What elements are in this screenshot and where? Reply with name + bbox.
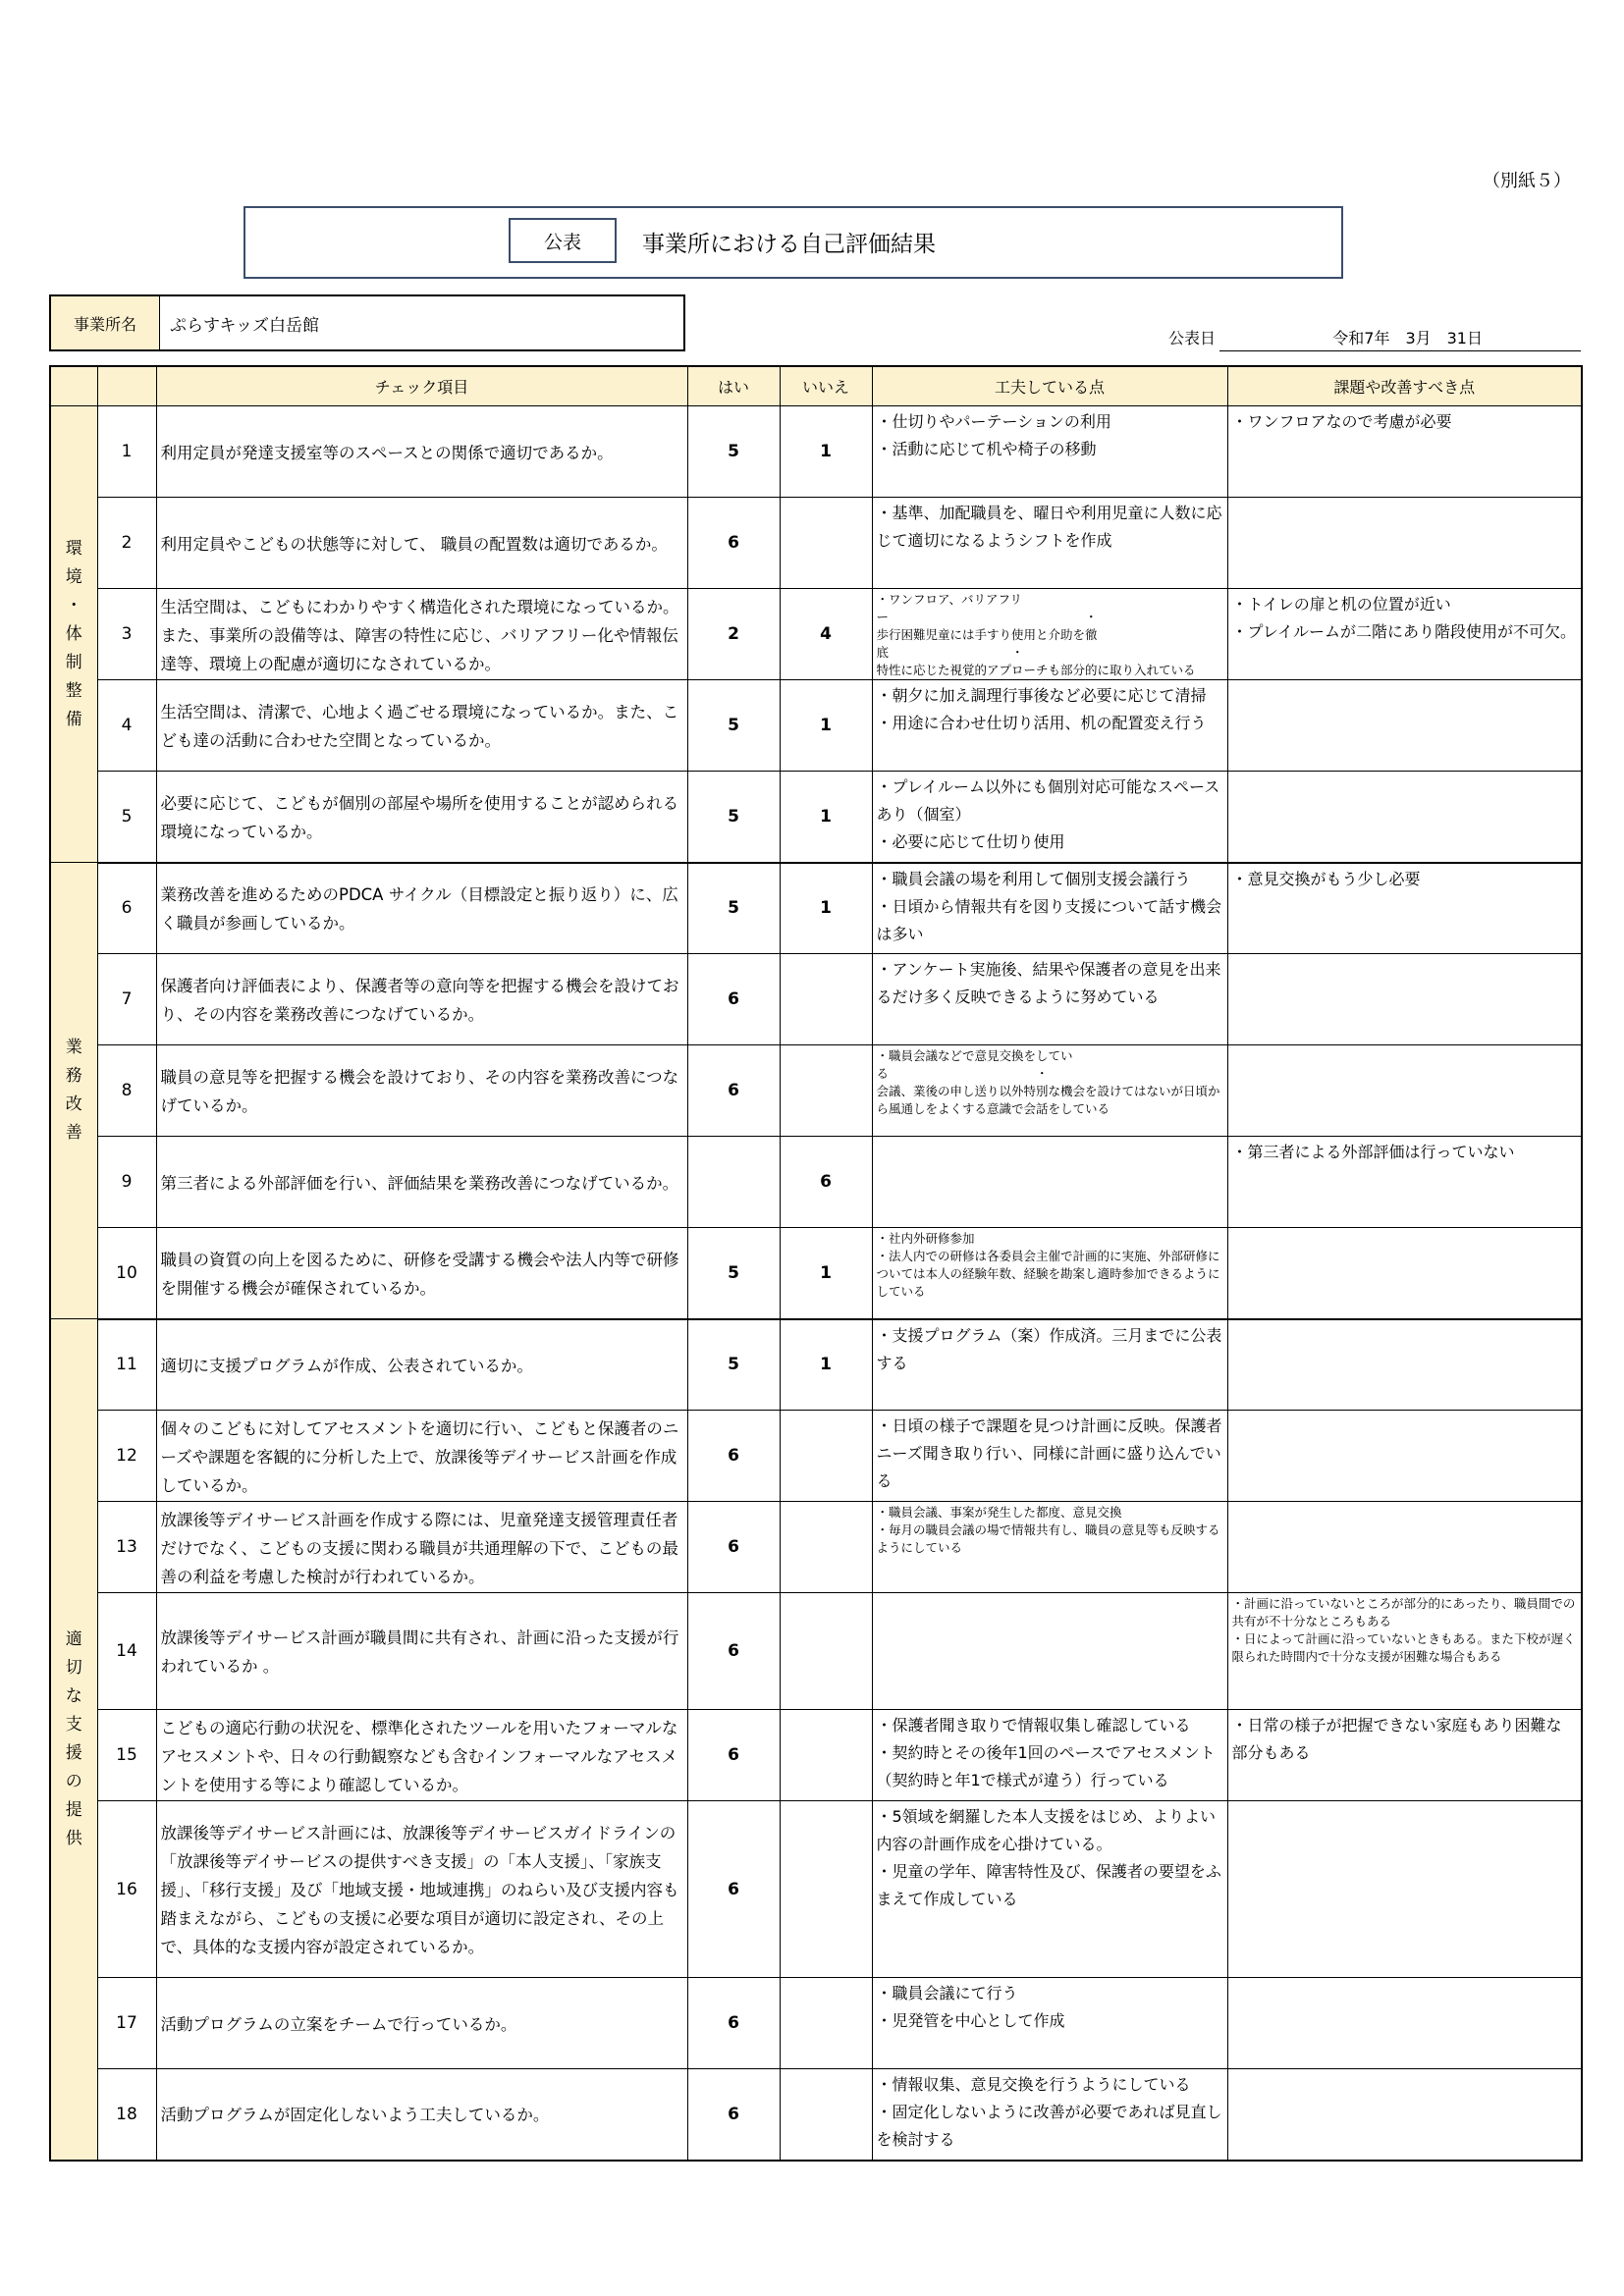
table-row	[50, 1593, 1582, 1710]
check-item: 適切に支援プログラムが作成、公表されているか。	[156, 1319, 687, 1411]
no-count: 1	[780, 1228, 872, 1319]
row-number: 13	[97, 1502, 156, 1593]
note-line: ・日常の様子が把握できない家庭もあり困難な部分もある	[1231, 1716, 1562, 1762]
note-line: ・基準、加配職員を、曜日や利用児童に人数に応じて適切になるようシフトを作成	[876, 504, 1222, 550]
header-check-item: チェック項目	[156, 366, 687, 406]
no-count: 1	[780, 680, 872, 772]
evaluation-table	[49, 365, 1583, 2162]
table-row	[50, 2069, 1582, 2161]
category-env: 環 境 ・ 体 制 整 備	[50, 406, 97, 863]
title-box	[244, 206, 1343, 279]
note-line: ・保護者聞き取りで情報収集し確認している	[876, 1716, 1191, 1735]
no-count: 4	[780, 589, 872, 680]
no-count: 6	[780, 1137, 872, 1228]
note-line: 歩行困難児童には手すり使用と介助を徹底 ・	[876, 627, 1098, 660]
category-support: 適 切 な 支 援 の 提 供	[50, 1319, 97, 2161]
row-number: 6	[97, 863, 156, 954]
no-count	[780, 1801, 872, 1978]
check-item: 活動プログラムの立案をチームで行っているか。	[156, 1978, 687, 2069]
issues	[1227, 2069, 1582, 2161]
header-no: いいえ	[780, 366, 872, 406]
row-number: 10	[97, 1228, 156, 1319]
page-title: 事業所における自己評価結果	[642, 232, 936, 257]
good-points	[872, 1137, 1227, 1228]
no-count: 1	[780, 1319, 872, 1411]
note-line: ・日頃から情報共有を図り支援について話す機会は多い	[876, 896, 1222, 943]
table-header-row	[50, 366, 1582, 406]
check-item: 放課後等デイサービス計画には、放課後等デイサービスガイドラインの「放課後等デイサービスの提供すべき支援」の「本人支援」、「家族支援」、「移行支援」及び「地域支援・地域連携」のねらい及び支援内容も踏まえながら、こどもの支援に必要な項目が適切に設定され、その上で、具体的な支援内容が設定されているか。	[156, 1801, 687, 1978]
attachment-label: （別紙５）	[1483, 171, 1571, 191]
table-row	[50, 954, 1582, 1045]
issues	[1227, 1710, 1582, 1801]
yes-count: 5	[687, 680, 780, 772]
note-line: ・ワンフロア、バリアフリー ・	[876, 592, 1098, 624]
no-count: 1	[780, 772, 872, 863]
table-row	[50, 680, 1582, 772]
check-item: 職員の資質の向上を図るために、研修を受講する機会や法人内等で研修を開催する機会が確保されているか。	[156, 1228, 687, 1319]
issues	[1227, 1411, 1582, 1502]
row-number: 17	[97, 1978, 156, 2069]
note-line: ・トイレの扉と机の位置が近い	[1231, 595, 1451, 614]
note-line: ・支援プログラム（案）作成済。三月までに公表する	[876, 1325, 1222, 1372]
issues	[1227, 1502, 1582, 1593]
yes-count	[687, 1137, 780, 1228]
issues	[1227, 954, 1582, 1045]
yes-count: 5	[687, 863, 780, 954]
good-points	[872, 1978, 1227, 2069]
row-number: 3	[97, 589, 156, 680]
no-count: 1	[780, 406, 872, 498]
good-points	[872, 1593, 1227, 1710]
table-row	[50, 772, 1582, 863]
no-count	[780, 1502, 872, 1593]
yes-count: 6	[687, 1045, 780, 1137]
row-number: 16	[97, 1801, 156, 1978]
check-item: 第三者による外部評価を行い、評価結果を業務改善につなげているか。	[156, 1137, 687, 1228]
check-item: 必要に応じて、こどもが個別の部屋や場所を使用することが認められる環境になっているか。	[156, 772, 687, 863]
table-row	[50, 406, 1582, 498]
publication-date-value: 令和7年 3月 31日	[1219, 326, 1581, 351]
note-line: ・ワンフロアなので考慮が必要	[1231, 412, 1452, 431]
issues	[1227, 863, 1582, 954]
row-number: 8	[97, 1045, 156, 1137]
header-good-points: 工夫している点	[872, 366, 1227, 406]
row-number: 1	[97, 406, 156, 498]
publication-badge: 公表	[509, 218, 617, 263]
check-item: 放課後等デイサービス計画が職員間に共有され、計画に沿った支援が行われているか 。	[156, 1593, 687, 1710]
note-line: ・法人内での研修は各委員会主催で計画的に実施、外部研修については本人の経験年数、経験を勘案し適時参加できるようにしている	[876, 1249, 1220, 1299]
row-number: 5	[97, 772, 156, 863]
yes-count: 5	[687, 1319, 780, 1411]
table-row	[50, 589, 1582, 680]
row-number: 14	[97, 1593, 156, 1710]
issues	[1227, 1137, 1582, 1228]
note-line: ・固定化しないように改善が必要であれば見直しを検討する	[876, 2103, 1222, 2149]
good-points	[872, 680, 1227, 772]
yes-count: 6	[687, 1411, 780, 1502]
check-item: 生活空間は、こどもにわかりやすく構造化された環境になっているか。また、事業所の設備等は、障害の特性に応じ、バリアフリー化や情報伝達等、環境上の配慮が適切になされているか。	[156, 589, 687, 680]
good-points	[872, 1319, 1227, 1411]
issues	[1227, 589, 1582, 680]
no-count	[780, 1593, 872, 1710]
note-line: 特性に応じた視覚的アプローチも部分的に取り入れている	[876, 663, 1196, 677]
office-box	[49, 294, 685, 351]
note-line: ・児童の学年、障害特性及び、保護者の要望をふまえて作成している	[876, 1862, 1221, 1908]
yes-count: 2	[687, 589, 780, 680]
header-issues: 課題や改善すべき点	[1227, 366, 1582, 406]
no-count: 1	[780, 863, 872, 954]
note-line: ・アンケート実施後、結果や保護者の意見を出来るだけ多く反映できるように努めている	[876, 960, 1221, 1006]
yes-count: 6	[687, 2069, 780, 2161]
no-count	[780, 498, 872, 589]
table-row	[50, 1978, 1582, 2069]
check-item: 生活空間は、清潔で、心地よく過ごせる環境になっているか。また、こども達の活動に合わせた空間となっているか。	[156, 680, 687, 772]
note-line: ・第三者による外部評価は行っていない	[1231, 1143, 1515, 1161]
note-line: ・児発管を中心として作成	[876, 2011, 1065, 2030]
issues	[1227, 498, 1582, 589]
header-number	[97, 366, 156, 406]
issues	[1227, 1593, 1582, 1710]
table-row	[50, 1710, 1582, 1801]
good-points	[872, 772, 1227, 863]
good-points	[872, 406, 1227, 498]
note-line: ・意見交換がもう少し必要	[1231, 869, 1421, 888]
good-points	[872, 954, 1227, 1045]
table-row	[50, 863, 1582, 954]
table-row	[50, 1801, 1582, 1978]
yes-count: 6	[687, 1502, 780, 1593]
check-item: 利用定員やこどもの状態等に対して、 職員の配置数は適切であるか。	[156, 498, 687, 589]
check-item: 職員の意見等を把握する機会を設けており、その内容を業務改善につなげているか。	[156, 1045, 687, 1137]
table-row	[50, 1319, 1582, 1411]
note-line: ・日によって計画に沿っていないときもある。また下校が遅く限られた時間内で十分な支援が困難な場合もある	[1231, 1631, 1576, 1664]
yes-count: 5	[687, 1228, 780, 1319]
table-row	[50, 1502, 1582, 1593]
note-line: ・情報収集、意見交換を行うようにしている	[876, 2075, 1191, 2094]
yes-count: 6	[687, 498, 780, 589]
note-line: ・用途に合わせ仕切り活用、机の配置変え行う	[876, 714, 1207, 732]
note-line: ・職員会議の場を利用して個別支援会議行う	[876, 869, 1191, 888]
yes-count: 6	[687, 1801, 780, 1978]
note-line: ・朝夕に加え調理行事後など必要に応じて清掃	[876, 686, 1207, 705]
note-line: ・活動に応じて机や椅子の移動	[876, 440, 1097, 458]
issues	[1227, 1045, 1582, 1137]
good-points	[872, 2069, 1227, 2161]
yes-count: 6	[687, 1710, 780, 1801]
header-yes: はい	[687, 366, 780, 406]
good-points	[872, 498, 1227, 589]
issues	[1227, 1801, 1582, 1978]
note-line: ・仕切りやパーテーションの利用	[876, 412, 1111, 431]
check-item: こどもの適応行動の状況を、標準化されたツールを用いたフォーマルなアセスメントや、日々の行動観察なども含むインフォーマルなアセスメントを使用する等により確認しているか。	[156, 1710, 687, 1801]
issues	[1227, 680, 1582, 772]
note-line: ・プレイルームが二階にあり階段使用が不可欠。	[1231, 622, 1577, 641]
good-points	[872, 1710, 1227, 1801]
note-line: ・職員会議にて行う	[876, 1984, 1018, 2002]
good-points	[872, 1045, 1227, 1137]
no-count	[780, 1710, 872, 1801]
no-count	[780, 954, 872, 1045]
yes-count: 6	[687, 1593, 780, 1710]
no-count	[780, 1978, 872, 2069]
office-name: ぷらすキッズ白岳館	[170, 315, 319, 336]
check-item: 利用定員が発達支援室等のスペースとの関係で適切であるか。	[156, 406, 687, 498]
yes-count: 5	[687, 772, 780, 863]
good-points	[872, 1801, 1227, 1978]
check-item: 業務改善を進めるためのPDCA サイクル（目標設定と振り返り）に、広く職員が参画しているか。	[156, 863, 687, 954]
note-line: ・毎月の職員会議の場で情報共有し、職員の意見等も反映するようにしている	[876, 1522, 1220, 1555]
row-number: 2	[97, 498, 156, 589]
good-points	[872, 1411, 1227, 1502]
check-item: 保護者向け評価表により、保護者等の意向等を把握する機会を設けており、その内容を業務改善につなげているか。	[156, 954, 687, 1045]
yes-count: 5	[687, 406, 780, 498]
check-item: 個々のこどもに対してアセスメントを適切に行い、こどもと保護者のニーズや課題を客観的に分析した上で、放課後等デイサービス計画を作成しているか。	[156, 1411, 687, 1502]
good-points	[872, 1502, 1227, 1593]
no-count	[780, 1045, 872, 1137]
good-points	[872, 1228, 1227, 1319]
note-line: 会議、業後の申し送り以外特別な機会を設けてはないが日頃から風通しをよくする意識で会話をしている	[876, 1084, 1220, 1116]
category-work: 業 務 改 善	[50, 863, 97, 1319]
publication-date	[1168, 326, 1581, 353]
row-number: 7	[97, 954, 156, 1045]
good-points	[872, 863, 1227, 954]
yes-count: 6	[687, 954, 780, 1045]
issues	[1227, 772, 1582, 863]
note-line: ・必要に応じて仕切り使用	[876, 832, 1065, 851]
check-item: 活動プログラムが固定化しないよう工夫しているか。	[156, 2069, 687, 2161]
note-line: ・プレイルーム以外にも個別対応可能なスペースあり（個室）	[876, 777, 1220, 824]
note-line: ・職員会議などで意見交換をしている ・	[876, 1048, 1073, 1081]
note-line: ・社内外研修参加	[876, 1231, 975, 1246]
table-row	[50, 1228, 1582, 1319]
note-line: ・5領域を網羅した本人支援をはじめ、よりよい内容の計画作成を心掛けている。	[876, 1807, 1217, 1853]
table-row	[50, 1411, 1582, 1502]
yes-count: 6	[687, 1978, 780, 2069]
no-count	[780, 1411, 872, 1502]
note-line: ・日頃の様子で課題を見つけ計画に反映。保護者ニーズ聞き取り行い、同様に計画に盛り込んでいる	[876, 1416, 1222, 1490]
header-category	[50, 366, 97, 406]
row-number: 4	[97, 680, 156, 772]
publication-date-label: 公表日	[1168, 329, 1217, 347]
row-number: 12	[97, 1411, 156, 1502]
row-number: 11	[97, 1319, 156, 1411]
issues	[1227, 1319, 1582, 1411]
row-number: 15	[97, 1710, 156, 1801]
no-count	[780, 2069, 872, 2161]
table-row	[50, 1137, 1582, 1228]
note-line: ・計画に沿っていないところが部分的にあったり、職員間での共有が不十分なところもある	[1231, 1596, 1576, 1629]
note-line: ・契約時とその後年1回のペースでアセスメント（契約時と年1で様式が違う）行っている	[876, 1743, 1216, 1789]
row-number: 9	[97, 1137, 156, 1228]
table-row	[50, 1045, 1582, 1137]
row-number: 18	[97, 2069, 156, 2161]
office-label: 事業所名	[51, 296, 160, 349]
good-points	[872, 589, 1227, 680]
issues	[1227, 1228, 1582, 1319]
issues	[1227, 1978, 1582, 2069]
note-line: ・職員会議、事案が発生した都度、意見交換	[876, 1505, 1122, 1520]
table-row	[50, 498, 1582, 589]
check-item: 放課後等デイサービス計画を作成する際には、児童発達支援管理責任者だけでなく、こどもの支援に関わる職員が共通理解の下で、こどもの最善の利益を考慮した検討が行われているか。	[156, 1502, 687, 1593]
issues	[1227, 406, 1582, 498]
